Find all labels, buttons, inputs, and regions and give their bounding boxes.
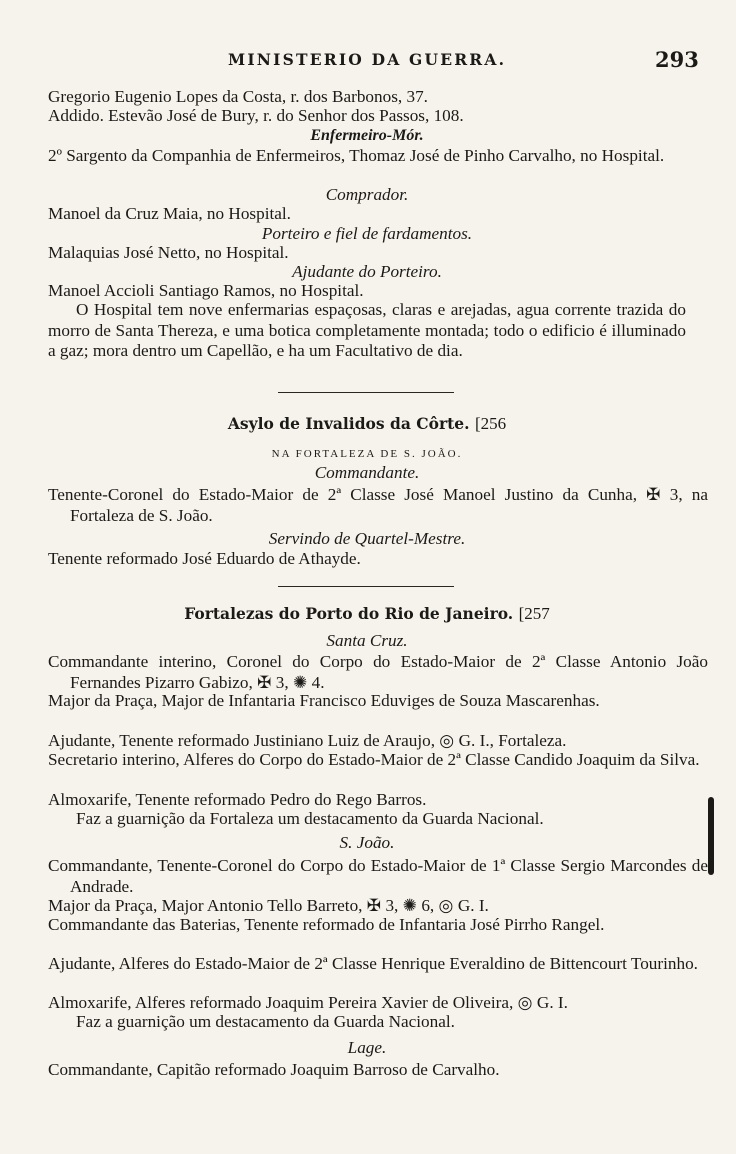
entry-line: Ajudante, Alferes do Estado-Maior de 2ª Classe Henrique Everaldino de Bittencourt Tourinho. [48, 954, 698, 973]
entry-line: Major da Praça, Major Antonio Tello Barreto, ✠ 3, ✺ 6, ◎ G. I. [48, 896, 489, 915]
description-paragraph: O Hospital tem nove enfermarias espaçosas, claras e arejadas, agua corrente trazida do morro de Santa Thereza, e uma botica completamente montada; todo o edificio é illuminado a gaz; mora dentro um Capellão, e ha um Facultativo de dia. [48, 300, 686, 360]
section-subtitle: NA FORTALEZA DE S. JOÃO. [271, 448, 463, 460]
entry-line: Manoel da Cruz Maia, no Hospital. [48, 204, 291, 223]
subsection-heading: Lage. [347, 1038, 387, 1057]
subsection-heading: S. João. [339, 833, 395, 852]
subsection-heading: Santa Cruz. [326, 631, 408, 650]
section-title-text: Asylo de Invalidos da Côrte. [227, 414, 470, 433]
entry-line: Ajudante, Tenente reformado Justiniano Luiz de Araujo, ◎ G. I., Fortaleza. [48, 731, 567, 750]
page-number: 293 [655, 47, 699, 72]
section-divider [278, 392, 454, 393]
entry-line: Almoxarife, Alferes reformado Joaquim Pereira Xavier de Oliveira, ◎ G. I. [48, 993, 568, 1012]
running-title: MINISTERIO DA GUERRA. [228, 50, 507, 69]
entry-line: Gregorio Eugenio Lopes da Costa, r. dos Barbonos, 37. [48, 87, 428, 106]
role-heading: Comprador. [325, 185, 409, 204]
entry-line: Addido. Estevão José de Bury, r. do Senhor dos Passos, 108. [48, 106, 464, 125]
entry-line: 2º Sargento da Companhia de Enfermeiros, Thomaz José de Pinho Carvalho, no Hospital. [48, 146, 665, 165]
entry-line: Malaquias José Netto, no Hospital. [48, 243, 289, 262]
entry-line: Commandante interino, Coronel do Corpo do Estado-Maior de 2ª Classe Antonio João Fernandes Pizarro Gabizo, ✠ 3, ✺ 4. [48, 652, 708, 692]
entry-line: Faz a guarnição da Fortaleza um destacamento da Guarda Nacional. [76, 809, 544, 828]
role-heading: Commandante. [314, 463, 420, 482]
section-divider [278, 586, 454, 587]
page-header [0, 47, 736, 80]
section-reference: [256 [474, 414, 507, 433]
entry-line: Commandante, Capitão reformado Joaquim Barroso de Carvalho. [48, 1060, 500, 1079]
entry-line: Manoel Accioli Santiago Ramos, no Hospital. [48, 281, 364, 300]
role-heading: Porteiro e fiel de fardamentos. [261, 224, 473, 243]
section-title-text: Fortalezas do Porto do Rio de Janeiro. [184, 604, 514, 623]
section-reference: [257 [518, 604, 550, 623]
section-title [48, 604, 686, 625]
entry-line: Tenente-Coronel do Estado-Maior de 2ª Classe José Manoel Justino da Cunha, ✠ 3, na Fortaleza de S. João. [48, 485, 708, 525]
role-heading: Ajudante do Porteiro. [292, 262, 442, 281]
entry-line: Secretario interino, Alferes do Corpo do Estado-Maior de 2ª Classe Candido Joaquim da Silva. [48, 750, 700, 769]
section-title [48, 414, 686, 435]
role-heading: Enfermeiro-Mór. [310, 127, 424, 144]
entry-line: Commandante, Tenente-Coronel do Corpo do Estado-Maior de 1ª Classe Sergio Marcondes de Andrade. [48, 856, 708, 896]
entry-line: Tenente reformado José Eduardo de Athayde. [48, 549, 361, 568]
role-heading: Servindo de Quartel-Mestre. [268, 529, 466, 548]
ink-mark [708, 797, 714, 875]
entry-line: Commandante das Baterias, Tenente reformado de Infantaria José Pirrho Rangel. [48, 915, 605, 934]
entry-line: Faz a guarnição um destacamento da Guarda Nacional. [76, 1012, 455, 1031]
entry-line: Almoxarife, Tenente reformado Pedro do Rego Barros. [48, 790, 427, 809]
entry-line: Major da Praça, Major de Infantaria Francisco Eduviges de Souza Mascarenhas. [48, 691, 600, 710]
